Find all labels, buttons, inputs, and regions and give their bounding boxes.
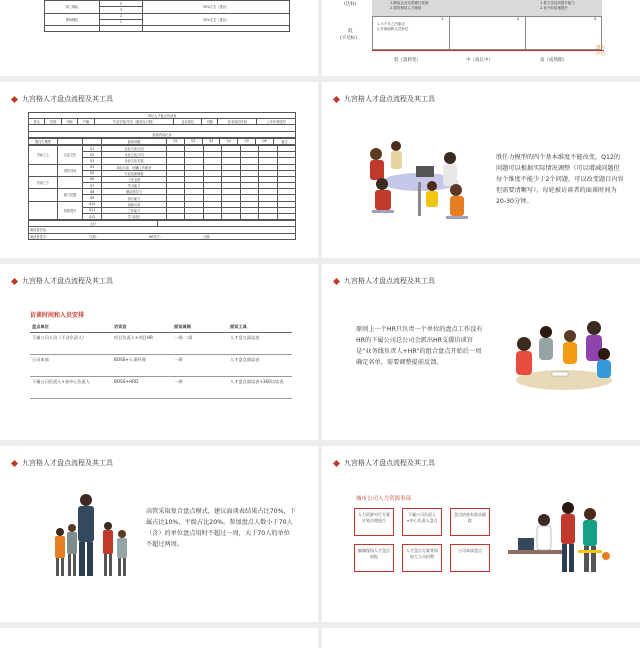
- table-cell: 潜力挖掘: [58, 189, 83, 201]
- question-rows: [28, 145, 296, 220]
- table-cell: 30%左右（建议）: [143, 13, 290, 25]
- table-cell: [45, 25, 100, 31]
- slide-5-schedule[interactable]: [0, 264, 318, 440]
- table-row: [30, 333, 292, 355]
- process-box: 人才盘点方案等同较大人员招聘: [402, 544, 442, 572]
- cell-text: 1.六个月之内重点: [377, 22, 405, 26]
- table-row: [29, 138, 296, 144]
- table-cell: [29, 189, 58, 201]
- table-cell: 一周-二周: [172, 333, 228, 355]
- table-cell: 5: [100, 1, 143, 7]
- process-box: 下属公司负责人+中心负责人盘点: [402, 508, 442, 536]
- diamond-icon: [11, 277, 18, 284]
- table-cell: 项目负责人+项目HR: [112, 333, 172, 355]
- x-label-high: 高（成熟期）: [540, 58, 567, 63]
- table-cell: BOSS+HRD: [112, 377, 172, 399]
- table-cell: [277, 214, 295, 220]
- col-header: 面谈问题: [102, 138, 167, 144]
- table-cell: 企业文化实践: [102, 158, 167, 164]
- grid-number: 2: [517, 17, 520, 21]
- business-team-illustration: [46, 492, 136, 584]
- slide-10-partial: [322, 628, 640, 648]
- process-box: 人力资源对行方案计划合理进行: [354, 508, 394, 536]
- slide-header: [12, 458, 113, 468]
- form-footer: [28, 220, 296, 240]
- table-cell: 1: [100, 19, 143, 25]
- footer-sign: 面谈者签字：: [30, 234, 50, 239]
- table-cell: Q6: [83, 176, 102, 182]
- slide-2-nine-grid[interactable]: [322, 0, 640, 76]
- slide-title: 九宫格人才盘点流程及其工具: [344, 95, 435, 103]
- table-cell: 一周: [172, 355, 228, 377]
- table-cell: 人才盘点面谈表+360访谈表: [228, 377, 292, 399]
- col-header: Q5: [238, 138, 256, 144]
- table-cell: 创新认知: [102, 201, 167, 207]
- slide-8-city-hr[interactable]: [322, 446, 640, 622]
- footer-date: 日期：: [202, 234, 213, 239]
- table-cell: Q1: [83, 145, 102, 151]
- cell-text: 1.着力实培训提升能力: [540, 1, 575, 5]
- tier-table: [44, 0, 290, 32]
- col-header: Q6: [255, 138, 273, 144]
- group-discussion-illustration: [502, 314, 622, 400]
- cell-text: 2.晋升和加速提升: [540, 5, 568, 10]
- table-cell: 执行能力: [102, 195, 167, 201]
- table-cell: 毕业学校/学历（最高全日制）: [94, 119, 174, 125]
- table-cell: 决而之上: [29, 145, 58, 164]
- form-title: 项目人才盘点访谈表: [29, 113, 296, 119]
- grid-number: 1: [441, 17, 444, 21]
- table-cell: 目前岗位: [174, 119, 202, 125]
- table-cell: 司龄: [202, 119, 218, 125]
- table-cell: 一周: [172, 377, 228, 399]
- table-cell: Q11: [83, 207, 102, 213]
- col-header: 备注: [273, 138, 295, 144]
- table-cell: [222, 214, 240, 220]
- col-header: Q2: [184, 138, 202, 144]
- col-header: Q1: [167, 138, 185, 144]
- table-cell: 人才盘点面谈表: [228, 355, 292, 377]
- table-row: [45, 25, 290, 31]
- table-cell: Q12: [83, 214, 102, 220]
- grid-row-bottom: [372, 16, 602, 50]
- table-cell: [240, 214, 258, 220]
- sub-header: 面谈内容记录: [29, 131, 296, 137]
- table-cell: 2: [100, 13, 143, 19]
- slide-header: [12, 276, 113, 286]
- table-cell: 公司本部: [30, 355, 112, 377]
- table-cell: Q5: [83, 170, 102, 176]
- x-axis-line: [372, 50, 604, 51]
- table-cell: [203, 214, 221, 220]
- grid-cell-top: [372, 0, 602, 17]
- footer-date: 日期：: [89, 234, 99, 239]
- x-label-mid: 中（成长中）: [466, 58, 493, 63]
- slide-title: 九宫格人才盘点流程及其工具: [22, 459, 113, 467]
- table-cell: 年龄: [61, 119, 77, 125]
- col-header: 面谈周期: [172, 322, 228, 333]
- diamond-icon: [11, 95, 18, 102]
- diamond-icon: [333, 95, 340, 102]
- slide-header: [334, 94, 435, 104]
- table-cell: Q9: [83, 195, 102, 201]
- table-cell: 姓名: [29, 119, 45, 125]
- table-row: [45, 13, 290, 19]
- slide-title: 九宫格人才盘点流程及其工具: [22, 95, 113, 103]
- slide-1-tier-table[interactable]: [0, 0, 318, 76]
- process-box: 公司本部盘点: [450, 544, 490, 572]
- schedule-subtitle: 访谈时间和人员安排: [30, 312, 85, 319]
- x-label-low: 低（需转变）: [394, 58, 421, 63]
- slide-4-model-desc[interactable]: [322, 82, 640, 258]
- cell-text: 2.暂时保持人才储备: [390, 5, 422, 10]
- table-cell: 第三梯队: [45, 1, 100, 13]
- table-cell: Q3: [83, 158, 102, 164]
- table-cell: 企业文化: [58, 145, 83, 164]
- diamond-icon: [11, 459, 18, 466]
- grid-number: 3: [594, 17, 597, 21]
- table-row: [30, 377, 292, 399]
- table-cell: 决而之下: [29, 176, 58, 188]
- table-cell: 学习能力: [102, 183, 167, 189]
- table-cell: 学习经历: [102, 214, 167, 220]
- process-box: 盘点结果有需求跟踪: [450, 508, 490, 536]
- table-cell: 50%左右（建议）: [143, 1, 290, 13]
- cell-text: 2.开始组织人员补位: [377, 26, 409, 31]
- table-cell: 企业文化认同: [102, 152, 167, 158]
- col-header: Q4: [220, 138, 238, 144]
- slide-title: 九宫格人才盘点流程及其工具: [344, 277, 435, 285]
- slide-header: [12, 94, 113, 104]
- table-cell: 工作态度: [102, 176, 167, 182]
- table-cell: [185, 214, 203, 220]
- table-cell: 任本岗位时间: [218, 119, 257, 125]
- col-header: 面谈工具: [228, 322, 292, 333]
- table-cell: [58, 176, 83, 188]
- col-header: 访谈官: [112, 322, 172, 333]
- process-box: 编制现场人才盘点前报: [354, 544, 394, 572]
- slide-9-partial: [0, 628, 318, 648]
- slide-3-interview-form[interactable]: [0, 82, 318, 258]
- table-cell: [167, 214, 185, 220]
- low-label: 低: [348, 29, 353, 34]
- table-cell: 户籍: [78, 119, 94, 125]
- table-cell: 岗位认知、明确工作职责: [102, 164, 167, 170]
- exec-paragraph: 高管采取复合盘点模式，建议面谈表结果占比70%，下属占比10%，平级占比20%。参加盘点人数小于70人（含）的单位盘点用时不超过一周，大于70人的单位不超过两周。: [146, 508, 296, 548]
- table-cell: Q10: [83, 201, 102, 207]
- table-cell: 企业文化认同: [102, 145, 167, 151]
- cell-text: 1.降低企业无偿跳行资源: [390, 1, 429, 5]
- diamond-icon: [333, 459, 340, 466]
- table-cell: Q8: [83, 189, 102, 195]
- table-cell: [143, 25, 290, 31]
- summary-label: 面谈者总结: [29, 227, 296, 233]
- form-table: [28, 112, 296, 138]
- slide-7-exec-mode[interactable]: [0, 446, 318, 622]
- question-table: [28, 138, 296, 145]
- col-header: Q3: [202, 138, 220, 144]
- table-cell: Q4: [83, 164, 102, 170]
- office-team-illustration: [504, 498, 614, 578]
- table-cell: 团队领导力: [102, 189, 167, 195]
- table-cell: 专业技能储备: [102, 170, 167, 176]
- table-cell: 下属公司人员（不含负责人）: [30, 333, 112, 355]
- table-row: [30, 355, 292, 377]
- total-label: 合计: [29, 221, 158, 227]
- footer-hr: HR签字：: [148, 234, 163, 239]
- slide-title: 九宫格人才盘点流程及其工具: [344, 459, 435, 467]
- model-paragraph: 胜任力模型的四个基本维度不能改变，Q12的问题可以根据实际情况调整（可以增减问题但每个维度不能少于2个问题，可以改变题目内容但需要清晰写），每轮被访谈者的面谈时间为20-30分钟。: [496, 154, 624, 205]
- section-title: 胜任力模型: [29, 138, 58, 144]
- table-cell: Q7: [83, 183, 102, 189]
- axis-label-line: 评估: [596, 52, 605, 57]
- table-cell: 3: [100, 7, 143, 13]
- table-cell: 人才盘点面谈表: [228, 333, 292, 355]
- table-header-row: [30, 322, 292, 333]
- table-cell: BOSS+人事经理: [112, 355, 172, 377]
- table-cell: 绩效导向: [58, 164, 83, 176]
- table-cell: Q2: [83, 152, 102, 158]
- diamond-icon: [333, 277, 340, 284]
- axis-label-line: 潜力: [596, 46, 605, 51]
- table-cell: 工作能力: [102, 207, 167, 213]
- table-cell: [100, 25, 143, 31]
- slide-title: 九宫格人才盘点流程及其工具: [22, 277, 113, 285]
- table-cell: [29, 201, 58, 220]
- axis-label-potential: [596, 46, 605, 58]
- table-cell: 持续提升: [58, 201, 83, 220]
- reach-label: (达标): [344, 2, 357, 7]
- table-cell: 第四梯队: [45, 13, 100, 25]
- nine-grid: [372, 0, 602, 50]
- slide-header: [334, 276, 435, 286]
- slide-6-hr-principle[interactable]: [322, 264, 640, 440]
- table-cell: 上年年度绩效: [257, 119, 296, 125]
- table-cell: 下属公司负责人+各中心负责人: [30, 377, 112, 399]
- table-cell: [259, 214, 277, 220]
- slide-header: [334, 458, 435, 468]
- table-row: [45, 1, 290, 7]
- col-header: 盘点单位: [30, 322, 112, 333]
- not-meet-label: (不达标): [340, 36, 358, 41]
- interview-form: [28, 112, 296, 240]
- team-meeting-illustration: [358, 134, 470, 226]
- table-cell: 性别: [45, 119, 61, 125]
- hr-paragraph: 原则上一个HR只负责一个单位的盘点工作没有HR的下属公司总公司会派出HR支援访谈官是“业务线负责人+HR”的组合盘点开始后一周确定名单，需要调整提前反馈。: [356, 326, 483, 366]
- table-cell: [29, 164, 58, 176]
- city-hr-subtitle: 城市公司人力资源事部: [356, 496, 412, 502]
- schedule-table: [30, 322, 292, 399]
- table-row: [29, 233, 296, 239]
